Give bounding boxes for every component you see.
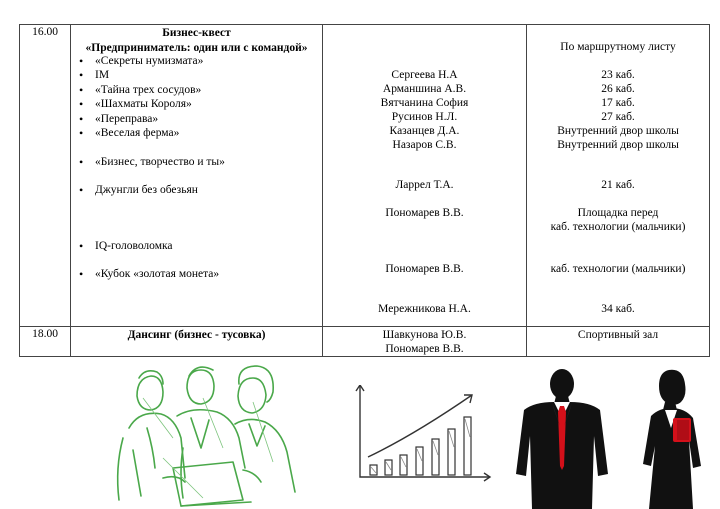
list-item: • «Секреты нумизмата» xyxy=(95,54,203,68)
time-value: 18.00 xyxy=(32,328,58,340)
place-value: Площадка перед xyxy=(577,207,659,219)
table-row xyxy=(20,25,710,327)
responsible-cell xyxy=(323,327,527,357)
place-value: Внутренний двор школы xyxy=(557,139,679,151)
team-sketch-icon xyxy=(103,358,303,509)
place-value: По маршрутному листу xyxy=(560,41,676,53)
responsible-cell xyxy=(323,25,527,327)
list-item: • Джунгли без обезьян xyxy=(95,183,198,197)
place-value: 26 каб. xyxy=(601,83,635,95)
place-value: Спортивный зал xyxy=(577,329,659,341)
responsible-name: Казанцев Д.А. xyxy=(389,125,460,137)
list-item: • «Тайна трех сосудов» xyxy=(95,83,201,97)
schedule-table xyxy=(19,24,710,357)
list-item: • «Кубок «золотая монета» xyxy=(95,267,219,281)
responsible-name: Пономарев В.В. xyxy=(385,207,464,219)
event-title: Дансинг (бизнес - тусовка) xyxy=(127,329,266,341)
event-cell xyxy=(71,327,323,357)
responsible-name: Вятчанина София xyxy=(380,97,469,109)
list-item: • «Веселая ферма» xyxy=(95,126,179,140)
place-value: 21 каб. xyxy=(601,179,635,191)
place-cell xyxy=(527,327,710,357)
place-value: каб. технологии (мальчики) xyxy=(550,221,686,233)
list-item: • «Шахматы Короля» xyxy=(95,97,192,111)
list-item: • IM xyxy=(95,68,109,82)
time-cell xyxy=(20,327,71,357)
place-value: Внутренний двор школы xyxy=(557,125,679,137)
responsible-name: Арманшина А.В. xyxy=(382,83,467,95)
time-value: 16.00 xyxy=(32,26,58,38)
place-value: 27 каб. xyxy=(601,111,635,123)
event-cell xyxy=(71,25,323,327)
responsible-name: Мережникова Н.А. xyxy=(378,303,471,315)
responsible-name: Назаров С.В. xyxy=(392,139,457,151)
responsible-name: Сергеева Н.А xyxy=(391,69,458,81)
place-value: 23 каб. xyxy=(601,69,635,81)
event-subtitle: «Предприниматель: один или с командой» xyxy=(85,42,308,54)
responsible-name: Пономарев В.В. xyxy=(385,263,464,275)
businessman-icon xyxy=(514,366,610,509)
place-value: каб. технологии (мальчики) xyxy=(550,263,686,275)
responsible-name: Шавкунова Ю.В. xyxy=(382,329,467,341)
responsible-name: Ларрел Т.А. xyxy=(395,179,454,191)
place-cell xyxy=(527,25,710,327)
list-item: • IQ-головоломка xyxy=(95,239,173,253)
list-item: • «Переправа» xyxy=(95,112,158,126)
list-item: • «Бизнес, творчество и ты» xyxy=(95,155,225,169)
table-row xyxy=(20,327,710,357)
place-value: 34 каб. xyxy=(601,303,635,315)
businesswoman-icon xyxy=(637,366,707,509)
responsible-name: Пономарев В.В. xyxy=(385,343,464,355)
event-title: Бизнес-квест xyxy=(162,27,231,39)
responsible-name: Русинов Н.Л. xyxy=(391,111,458,123)
growth-chart-icon xyxy=(354,385,492,485)
place-value: 17 каб. xyxy=(601,97,635,109)
time-cell xyxy=(20,25,71,327)
